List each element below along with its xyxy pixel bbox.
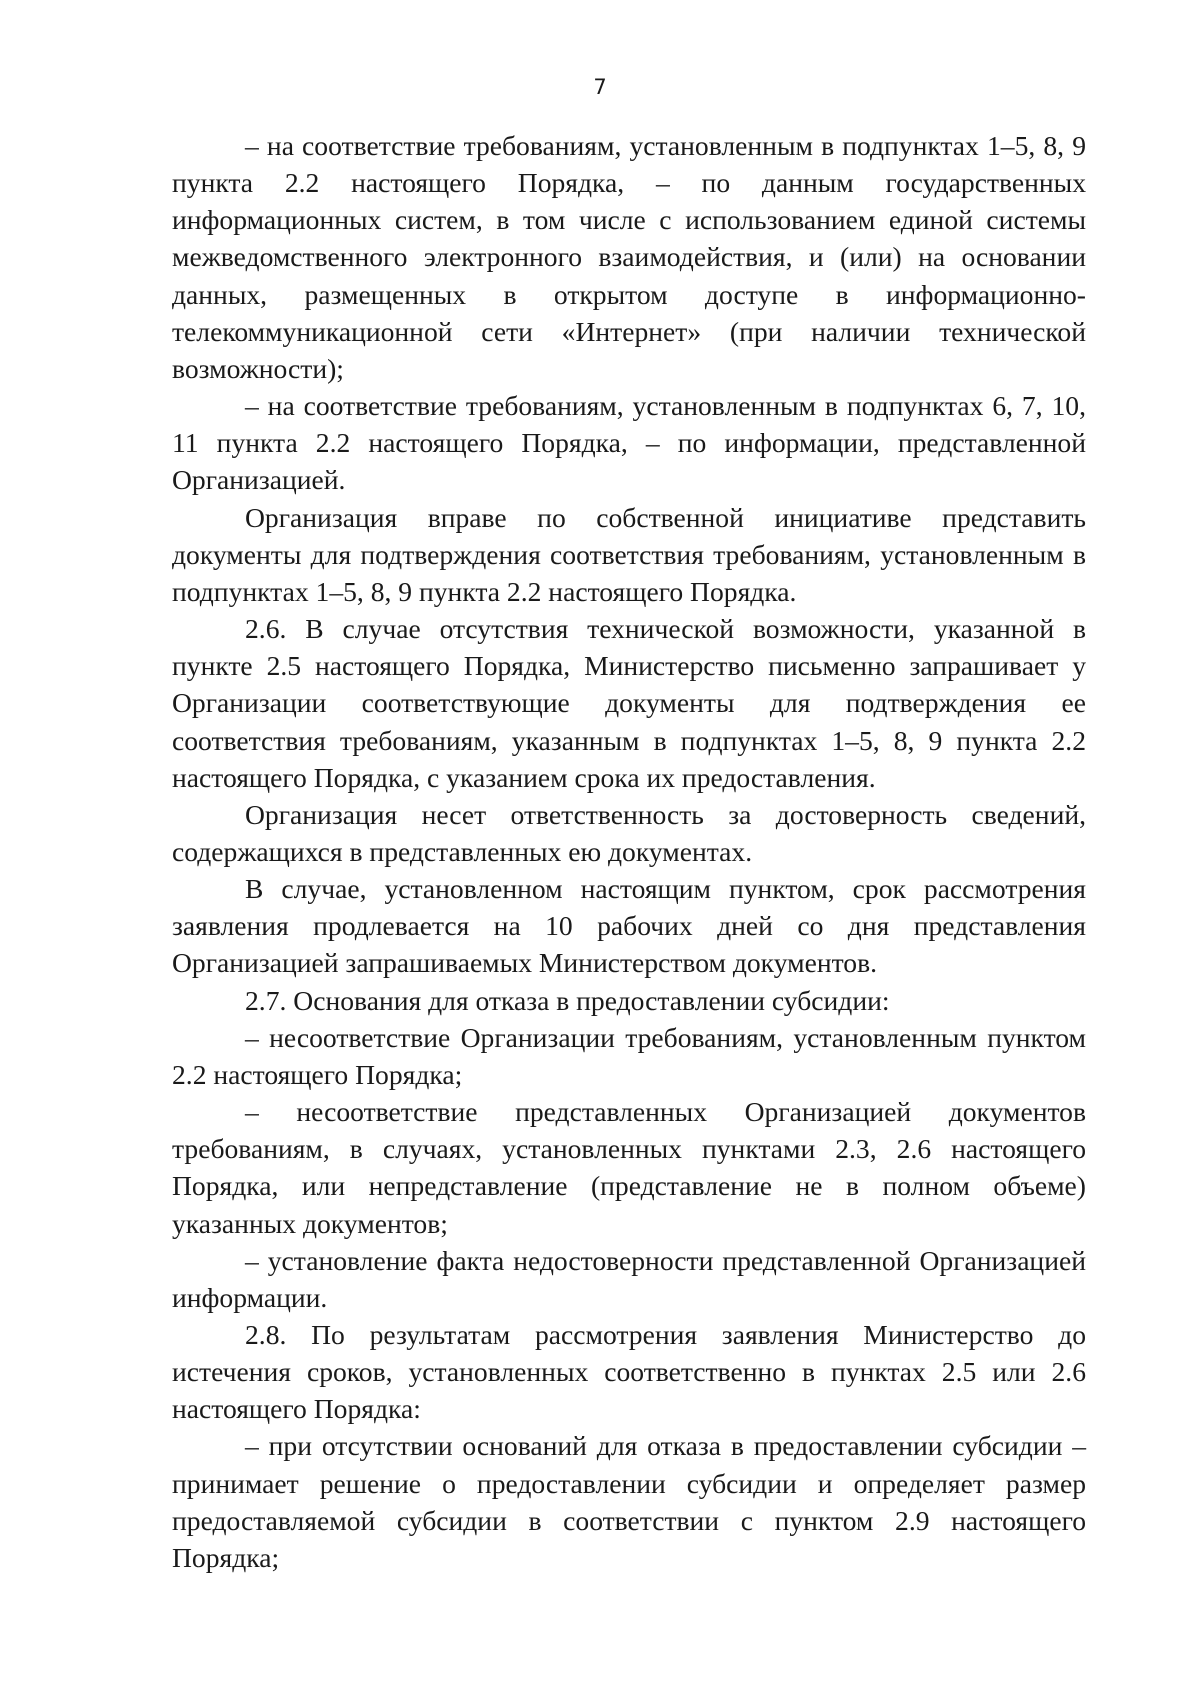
paragraph-clause-2-8: 2.8. По результатам рассмотрения заявления Министерство до истечения сроков, установленных соответственно в пунктах 2.5 или 2.6 настоящего Порядка:: [172, 1319, 1086, 1425]
paragraph-clause-2-6: 2.6. В случае отсутствия технической возможности, указанной в пункте 2.5 настоящего Порядка, Министерство письменно запрашивает у Организации соответствующие документы для подтверждения ее соответствия требованиям, указанным в подпунктах 1–5, 8, 9 пункта 2.2 настоящего Порядка, с указанием срока их предоставления.: [172, 613, 1086, 793]
paragraph-verification-state-systems: – на соответствие требованиям, установленным в подпунктах 1–5, 8, 9 пункта 2.2 настоящего Порядка, – по данным государственных информационных систем, в том числе с использованием единой системы межведомственного электронного взаимодействия, и (или) на основании данных, размещенных в открытом доступе в информационно-телекоммуникационной сети «Интернет» (при наличии технической возможности);: [172, 130, 1086, 384]
paragraph-refusal-noncompliance: – несоответствие Организации требованиям, установленным пунктом 2.2 настоящего Порядка;: [172, 1021, 1086, 1090]
paragraph-grant-decision: – при отсутствии оснований для отказа в предоставлении субсидии – принимает решение о предоставлении субсидии и определяет размер предоставляемой субсидии в соответствии с пунктом 2.9 настоящего Порядка;: [172, 1430, 1086, 1573]
paragraph-clause-2-7: 2.7. Основания для отказа в предоставлении субсидии:: [245, 984, 890, 1016]
page-number: 7: [593, 75, 607, 99]
paragraph-review-extension: В случае, установленном настоящим пунктом, срок рассмотрения заявления продлевается на 10 рабочих дней со дня представления Организацией запрашиваемых Министерством документов.: [172, 873, 1086, 979]
paragraph-organization-responsibility: Организация несет ответственность за достоверность сведений, содержащихся в представленных ею документах.: [172, 798, 1086, 867]
paragraph-refusal-documents: – несоответствие представленных Организацией документов требованиям, в случаях, установленных пунктами 2.3, 2.6 настоящего Порядка, или непредставление (представление не в полном объеме) указанных документов;: [172, 1096, 1086, 1239]
paragraph-organization-own-initiative: Организация вправе по собственной инициативе представить документы для подтверждения соответствия требованиям, установленным в подпунктах 1–5, 8, 9 пункта 2.2 настоящего Порядка.: [172, 501, 1086, 607]
paragraph-refusal-false-info: – установление факта недостоверности представленной Организацией информации.: [172, 1244, 1086, 1313]
document-body: [172, 127, 1086, 1576]
paragraph-verification-organization-info: – на соответствие требованиям, установленным в подпунктах 6, 7, 10, 11 пункта 2.2 настоящего Порядка, – по информации, представленной Организацией.: [172, 390, 1086, 496]
